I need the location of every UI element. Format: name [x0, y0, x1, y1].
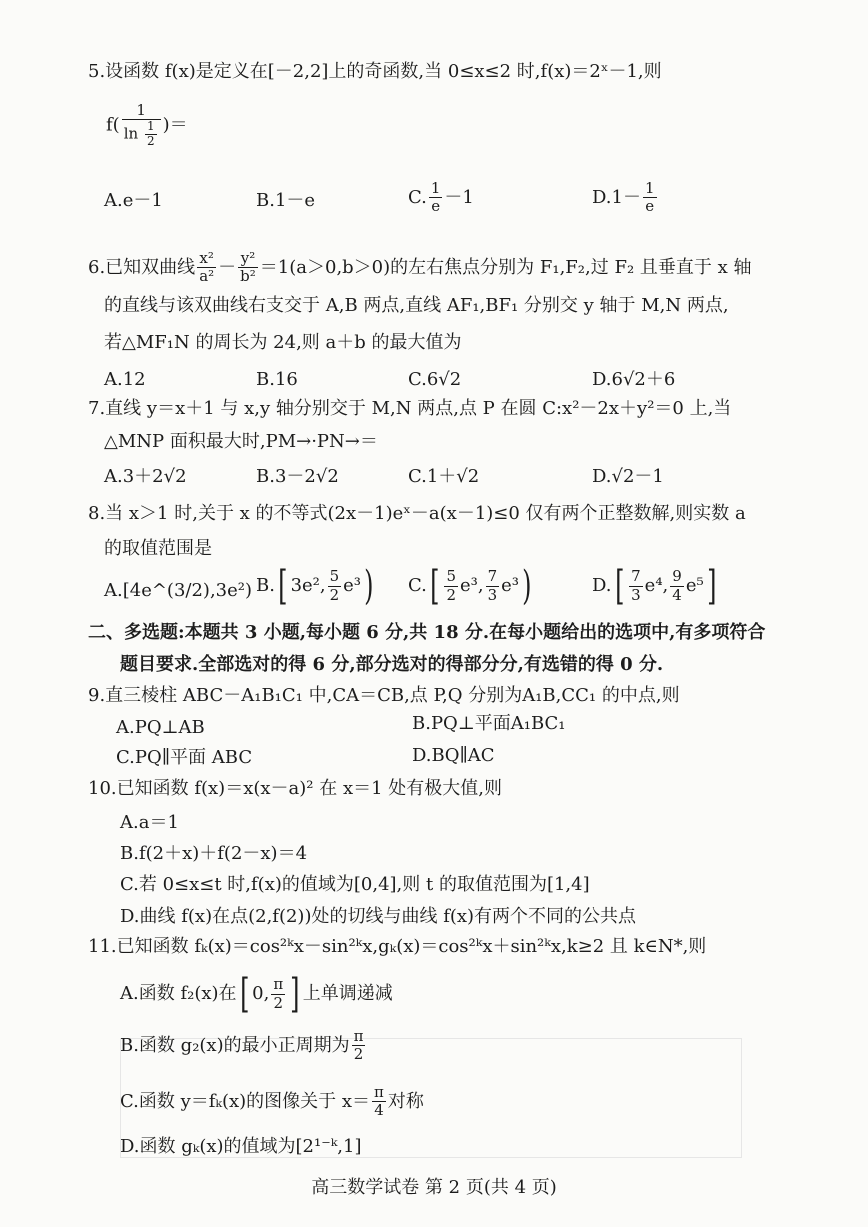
q11-option-a [120, 971, 393, 1017]
section2-line2: 题目要求.全部选对的得 6 分,部分选对的得部分分,有选错的得 0 分. [120, 654, 664, 675]
q8-c-right-paren: ) [522, 563, 532, 609]
q7-option-c: C.1＋√2 [408, 466, 480, 487]
q8-c-a: e³, [460, 575, 484, 596]
q8-c-den2: 3 [487, 585, 498, 604]
q6-fx-den: a² [199, 267, 215, 286]
q11-a-suffix: 上单调递减 [302, 983, 393, 1004]
q5-c-num: 1 [430, 179, 441, 197]
q9-option-c: C.PQ∥平面 ABC [116, 747, 253, 768]
q6-line1 [88, 250, 751, 286]
q10-stem: 10.已知函数 f(x)＝x(x－a)² 在 x＝1 处有极大值,则 [88, 778, 502, 799]
q11-a-num: π [273, 975, 284, 994]
q6-option-c: C.6√2 [408, 369, 462, 390]
q6-prefix: 6.已知双曲线 [88, 256, 196, 278]
q11-a-den: 2 [273, 993, 284, 1012]
q6-fy-num: y² [238, 250, 258, 268]
q7-option-d: D.√2－1 [592, 466, 664, 487]
q6-option-a: A.12 [104, 369, 146, 390]
q11-stem: 11.已知函数 fₖ(x)＝cos²ᵏx－sin²ᵏx,gₖ(x)＝cos²ᵏx＋sin²ᵏx,k≥2 且 k∈N*,则 [88, 936, 707, 957]
q11-b-prefix: B.函数 g₂(x)的最小正周期为 [120, 1034, 350, 1056]
q11-a-zero: 0, [252, 983, 270, 1004]
q8-option-a: A.[4e^(3/2),3e²) [104, 580, 253, 601]
q11-a-left-bracket: [ [239, 971, 250, 1017]
q5-ln: ln [123, 124, 139, 143]
q5-half-num: 1 [146, 119, 155, 134]
section2-line1: 二、多选题:本题共 3 小题,每小题 6 分,共 18 分.在每小题给出的选项中,有多项符合 [88, 622, 766, 643]
q7-line1: 7.直线 y＝x＋1 与 x,y 轴分别交于 M,N 两点,点 P 在圆 C:x²－2x＋y²＝0 上,当 [88, 398, 732, 419]
q5-option-b: B.1－e [256, 190, 316, 211]
q8-d-right-bracket: ] [706, 563, 717, 609]
q8-option-d [592, 563, 719, 609]
q8-d-left-bracket: [ [614, 563, 625, 609]
q11-c-den: 4 [374, 1101, 384, 1120]
q9-option-d: D.BQ∥AC [412, 745, 495, 766]
q9-stem: 9.直三棱柱 ABC－A₁B₁C₁ 中,CA＝CB,点 P,Q 分别为A₁B,CC₁ 的中点,则 [88, 685, 680, 706]
q11-option-d: D.函数 gₖ(x)的值域为[2¹⁻ᵏ,1] [120, 1136, 362, 1157]
q8-c-num1: 5 [446, 567, 457, 586]
q8-b-a: 3e², [290, 575, 326, 596]
q5-d-den: e [645, 197, 655, 216]
q8-c-den1: 2 [446, 585, 457, 604]
q5-expr-suffix: )＝ [162, 114, 188, 136]
q8-d-den2: 4 [672, 585, 682, 604]
q5-d-num: 1 [644, 179, 655, 197]
q7-line2: △MNP 面积最大时,PM→·PN→＝ [104, 431, 378, 452]
q8-d-prefix: D. [592, 575, 612, 596]
q5-option-d [592, 180, 659, 216]
q11-option-b [120, 1028, 367, 1064]
q6-line3: 若△MF₁N 的周长为 24,则 a＋b 的最大值为 [104, 332, 462, 353]
q6-suffix: ＝1(a＞0,b＞0)的左右焦点分别为 F₁,F₂,过 F₂ 且垂直于 x 轴 [259, 256, 752, 278]
q6-option-d: D.6√2＋6 [592, 369, 676, 390]
q8-d-den1: 3 [631, 585, 641, 604]
q8-line1: 8.当 x＞1 时,关于 x 的不等式(2x－1)eˣ－a(x－1)≤0 仅有两个正整数解,则实数 a [88, 503, 746, 524]
q9-option-b: B.PQ⊥平面A₁BC₁ [412, 713, 566, 734]
q5-c-suffix: －1 [444, 186, 474, 208]
q5-option-c [408, 180, 474, 216]
q9-option-a: A.PQ⊥AB [116, 717, 205, 738]
q11-b-num: π [353, 1027, 364, 1045]
q8-c-prefix: C. [408, 575, 427, 596]
q11-a-prefix: A.函数 f₂(x)在 [120, 983, 237, 1004]
q5-c-den: e [431, 197, 441, 216]
q11-option-c [120, 1084, 424, 1120]
q8-b-prefix: B. [256, 575, 275, 596]
q8-d-a: e⁴, [644, 575, 669, 596]
q5-expr-prefix: f( [106, 114, 120, 136]
q8-d-num1: 7 [631, 567, 641, 586]
q5-half-den: 2 [146, 134, 155, 149]
q6-fx-num: x² [197, 250, 216, 268]
q7-option-b: B.3－2√2 [256, 466, 339, 487]
q8-d-num2: 9 [672, 567, 682, 586]
q5-d-prefix: D.1－ [592, 186, 641, 208]
q5-frac-num: 1 [122, 102, 161, 120]
q5-c-prefix: C. [408, 186, 427, 208]
q6-fy-den: b² [240, 267, 256, 286]
q8-c-left-bracket: [ [429, 563, 440, 609]
q11-c-suffix: 对称 [387, 1090, 424, 1112]
q5-stem: 5.设函数 f(x)是定义在[－2,2]上的奇函数,当 0≤x≤2 时,f(x)＝2ˣ－1,则 [88, 61, 662, 82]
q10-option-a: A.a＝1 [120, 812, 179, 833]
q8-b-den: 2 [329, 585, 340, 604]
q8-line2: 的取值范围是 [104, 538, 212, 559]
q8-option-c [408, 563, 535, 609]
q5-expression [106, 102, 188, 149]
q8-d-b: e⁵ [685, 575, 704, 596]
q11-c-num: π [374, 1083, 384, 1101]
q8-c-b: e³ [501, 575, 520, 596]
q8-option-b [256, 563, 377, 609]
q10-option-d: D.曲线 f(x)在点(2,f(2))处的切线与曲线 f(x)有两个不同的公共点 [120, 906, 637, 927]
q7-option-a: A.3＋2√2 [104, 466, 187, 487]
page-footer: 高三数学试卷 第 2 页(共 4 页) [311, 1177, 557, 1198]
q8-b-left-bracket: [ [278, 563, 288, 609]
q10-option-b: B.f(2＋x)＋f(2－x)＝4 [120, 843, 308, 864]
q6-minus: － [218, 256, 237, 278]
q6-option-b: B.16 [256, 369, 298, 390]
q5-option-a: A.e－1 [104, 190, 163, 211]
q5-fraction [122, 102, 161, 149]
q6-line2: 的直线与该双曲线右支交于 A,B 两点,直线 AF₁,BF₁ 分别交 y 轴于 M,N 两点, [104, 295, 729, 316]
q11-a-right-bracket: ] [290, 971, 300, 1017]
q8-b-b: e³ [343, 575, 362, 596]
q11-b-den: 2 [353, 1045, 364, 1064]
q5-frac-den [122, 120, 161, 149]
q8-b-right-paren: ) [364, 563, 374, 609]
q8-b-num: 5 [329, 567, 340, 586]
q8-c-num2: 7 [487, 567, 498, 586]
q11-c-prefix: C.函数 y＝fₖ(x)的图像关于 x＝ [120, 1090, 371, 1112]
q10-option-c: C.若 0≤x≤t 时,f(x)的值域为[0,4],则 t 的取值范围为[1,4] [120, 874, 590, 895]
